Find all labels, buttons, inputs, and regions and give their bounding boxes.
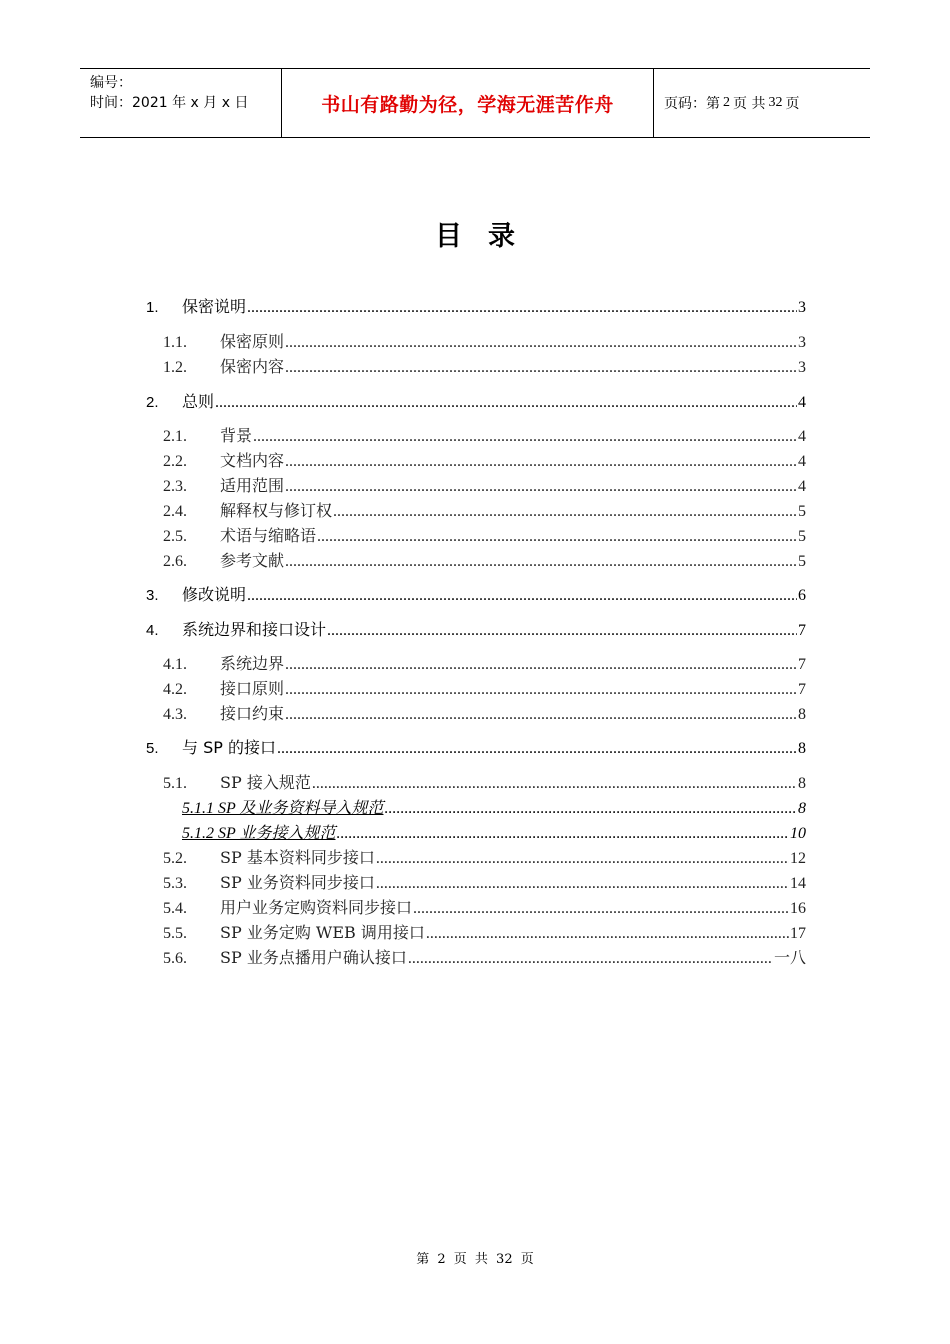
- document-number: 编号：: [90, 75, 132, 91]
- toc-number: 1.2.: [163, 359, 187, 376]
- toc-page: 17: [790, 925, 806, 942]
- toc-leader: [285, 478, 797, 496]
- toc-entry[interactable]: [163, 329, 806, 352]
- toc-entry[interactable]: [163, 845, 806, 868]
- toc-leader: [312, 775, 797, 793]
- header-info: [80, 69, 281, 137]
- toc-label: 保密原则: [220, 332, 285, 351]
- toc-page: 3: [798, 359, 806, 376]
- toc-number: 2.6.: [163, 553, 187, 570]
- toc-title: 目录: [435, 221, 541, 252]
- toc-leader: [247, 587, 797, 605]
- toc-number: 3.: [146, 587, 159, 604]
- toc-entry[interactable]: [163, 870, 806, 893]
- toc-entry[interactable]: [163, 548, 806, 571]
- toc-entry[interactable]: [146, 294, 806, 317]
- toc-label: 文档内容: [220, 451, 285, 470]
- toc-page: 8: [798, 775, 806, 792]
- toc-page: 8: [798, 740, 806, 757]
- toc-entry[interactable]: [163, 354, 806, 377]
- toc-number: 2.3.: [163, 478, 187, 495]
- document-date: 时间：2021 年 x 月 x 日: [90, 95, 249, 111]
- toc-page: 5: [798, 503, 806, 520]
- page-footer: 第 2 页 共 32 页: [416, 1252, 534, 1267]
- toc-entry[interactable]: [146, 389, 806, 412]
- toc-entry[interactable]: [163, 498, 806, 521]
- toc-number: 2.4.: [163, 503, 187, 520]
- toc-number: 5.1.: [163, 775, 187, 792]
- toc-label: 背景: [220, 426, 253, 445]
- toc-leader: [385, 800, 798, 818]
- toc-leader: [215, 394, 797, 412]
- toc-label: 保密内容: [220, 357, 285, 376]
- toc-leader: [285, 681, 797, 699]
- toc-number: 4.1.: [163, 656, 187, 673]
- toc-label: 保密说明: [182, 297, 247, 316]
- toc-number: 1.: [146, 299, 159, 316]
- toc-entry[interactable]: [163, 473, 806, 496]
- toc-leader: [285, 359, 797, 377]
- toc-leader: [327, 622, 797, 640]
- page-number: 2: [723, 95, 730, 110]
- toc-page: 8: [798, 706, 806, 723]
- toc-label: 系统边界: [220, 654, 285, 673]
- toc-page: 10: [790, 825, 806, 842]
- toc-label: 系统边界和接口设计: [182, 620, 327, 639]
- toc-leader: [426, 925, 789, 943]
- toc-page: 7: [798, 681, 806, 698]
- toc-number: 2.2.: [163, 453, 187, 470]
- toc-page: 7: [798, 622, 806, 639]
- toc-leader: [317, 528, 797, 546]
- toc-label: 解释权与修订权: [220, 501, 333, 520]
- toc-leader: [408, 950, 773, 968]
- toc-page: 7: [798, 656, 806, 673]
- toc-leader: [247, 299, 797, 317]
- toc-entry[interactable]: [146, 735, 806, 758]
- toc-label: 用户业务定购资料同步接口: [220, 898, 413, 917]
- toc-page: 4: [798, 428, 806, 445]
- page-suffix: 页: [785, 96, 800, 112]
- toc-page: 16: [790, 900, 806, 917]
- toc-page: 8: [798, 800, 806, 817]
- toc-number: 5.4.: [163, 900, 187, 917]
- toc-label: 5.1.1 SP 及业务资料导入规范: [182, 800, 384, 817]
- toc-leader: [376, 850, 789, 868]
- header-motto: 书山有路勤为径，学海无涯苦作舟: [281, 69, 654, 137]
- toc-entry[interactable]: [163, 770, 806, 793]
- toc-page: 12: [790, 850, 806, 867]
- toc-label: 接口原则: [220, 679, 285, 698]
- toc-page: 5: [798, 528, 806, 545]
- toc-number: 4.: [146, 622, 159, 639]
- toc-page: 5: [798, 553, 806, 570]
- toc-number: 5.3.: [163, 875, 187, 892]
- toc-entry[interactable]: [163, 448, 806, 471]
- toc-label: 与 SP 的接口: [182, 738, 276, 757]
- toc-number: 2.5.: [163, 528, 187, 545]
- toc-page: 6: [798, 587, 806, 604]
- toc-number: 1.1.: [163, 334, 187, 351]
- toc-entry[interactable]: [146, 617, 806, 640]
- page-mid: 页 共: [733, 96, 766, 112]
- toc-label: SP 基本资料同步接口: [220, 848, 375, 867]
- page-header: [80, 68, 870, 138]
- toc-entry[interactable]: [182, 795, 806, 818]
- toc-label: 适用范围: [220, 476, 285, 495]
- toc-entry[interactable]: [182, 820, 806, 843]
- toc-entry[interactable]: [163, 676, 806, 699]
- toc-leader: [376, 875, 789, 893]
- toc-number: 2.1.: [163, 428, 187, 445]
- toc-leader: [413, 900, 789, 918]
- page-prefix: 页码：第: [664, 96, 720, 112]
- toc-page: 3: [798, 334, 806, 351]
- toc-label: 总则: [182, 392, 215, 411]
- toc-number: 5.2.: [163, 850, 187, 867]
- toc-leader: [333, 503, 797, 521]
- toc-page: 4: [798, 478, 806, 495]
- toc-number: 5.: [146, 740, 159, 757]
- toc-label: 5.1.2 SP 业务接入规范: [182, 825, 336, 842]
- toc-entry[interactable]: [163, 651, 806, 674]
- toc-entry[interactable]: [163, 701, 806, 724]
- toc-number: 2.: [146, 394, 159, 411]
- toc-label: SP 接入规范: [220, 773, 311, 792]
- toc-number: 4.2.: [163, 681, 187, 698]
- toc-number: 5.5.: [163, 925, 187, 942]
- toc-page: 一八: [773, 950, 806, 967]
- toc-leader: [285, 553, 797, 571]
- toc-leader: [285, 706, 797, 724]
- toc-entry[interactable]: [163, 895, 806, 918]
- toc-entry[interactable]: [163, 920, 806, 943]
- toc-page: 4: [798, 453, 806, 470]
- toc-leader: [277, 740, 797, 758]
- toc-entry[interactable]: [146, 582, 806, 605]
- toc-label: 接口约束: [220, 704, 285, 723]
- header-page-info: [654, 69, 870, 137]
- toc-number: 5.6.: [163, 950, 187, 967]
- toc-label: 术语与缩略语: [220, 526, 317, 545]
- toc-label: 参考文献: [220, 551, 285, 570]
- toc-leader: [337, 825, 790, 843]
- toc-leader: [285, 453, 797, 471]
- toc-page: 3: [798, 299, 806, 316]
- toc-label: SP 业务定购 WEB 调用接口: [220, 923, 425, 942]
- toc-leader: [285, 334, 797, 352]
- toc-leader: [253, 428, 797, 446]
- toc-number: 4.3.: [163, 706, 187, 723]
- toc-label: SP 业务点播用户确认接口: [220, 948, 407, 967]
- toc-entry[interactable]: [163, 945, 806, 968]
- toc-page: 4: [798, 394, 806, 411]
- toc-entry[interactable]: [163, 423, 806, 446]
- toc-label: 修改说明: [182, 585, 247, 604]
- toc-entry[interactable]: [163, 523, 806, 546]
- toc-leader: [285, 656, 797, 674]
- page-total: 32: [768, 95, 783, 110]
- toc-page: 14: [790, 875, 806, 892]
- toc-label: SP 业务资料同步接口: [220, 873, 375, 892]
